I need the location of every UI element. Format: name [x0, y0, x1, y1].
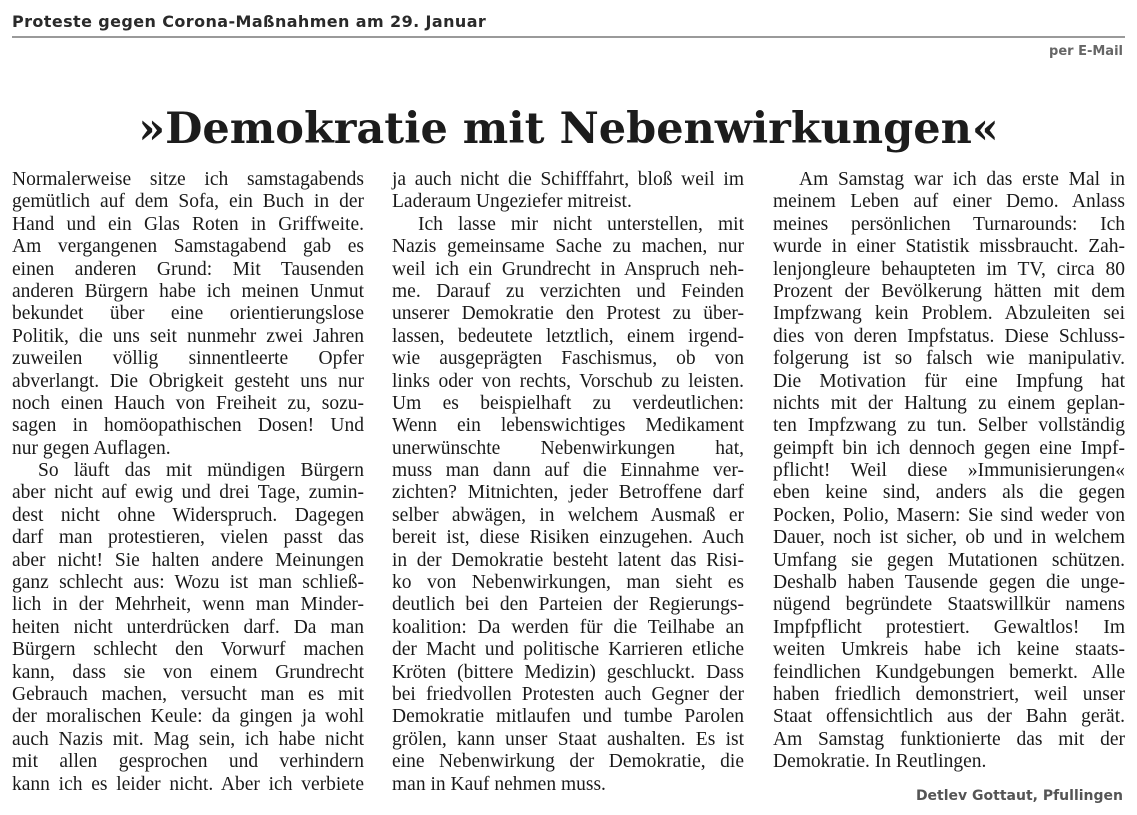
text-line: weiten Umkreis habe ich keine staats- — [773, 639, 1125, 661]
text-line: abverlangt. Die Obrigkeit gesteht uns nur — [12, 370, 364, 392]
text-line: Kröten (bittere Medizin) geschluckt. Dass — [392, 661, 744, 683]
text-line: Hand und ein Glas Roten in Griffweite. — [12, 213, 364, 235]
text-line: muss man dann auf die Einnahme ver- — [392, 460, 744, 482]
text-line: kann, dass sie von einem Grundrecht — [12, 661, 364, 683]
text-line: gemütlich auf dem Sofa, ein Buch in der — [12, 191, 364, 213]
text-line: Impfzwang kein Problem. Abzuleiten sei — [773, 303, 1125, 325]
text-line: aber nicht auf ewig und drei Tage, zumin- — [12, 482, 364, 504]
text-line: der moralischen Keule: da gingen ja wohl — [12, 706, 364, 728]
text-line: selber abwägen, in welchem Ausmaß er — [392, 504, 744, 526]
text-line: So läuft das mit mündigen Bürgern — [38, 460, 364, 482]
text-line: Am Samstag war ich das erste Mal in — [799, 169, 1125, 190]
text-line: sagen in homöopathischen Dosen! Und — [12, 415, 364, 437]
text-line: wie ausgeprägten Faschismus, ob von — [392, 348, 744, 370]
text-line: dest nicht ohne Widerspruch. Dagegen — [12, 504, 364, 526]
text-line: Die Motivation für eine Impfung hat — [773, 370, 1125, 392]
rubric-title: Proteste gegen Corona-Maßnahmen am 29. Januar — [12, 12, 487, 31]
text-line: lich in der Mehrheit, wenn man Minder- — [12, 594, 364, 616]
text-line: Laderaum Ungeziefer mitreist. — [392, 191, 632, 213]
text-line: kann ich es leider nicht. Aber ich verbiete — [12, 773, 364, 795]
text-line: eine Nebenwirkung der Demokratie, die — [392, 751, 744, 773]
source-label: per E-Mail — [1049, 44, 1123, 59]
text-line: nügend begründete Staatswillkür namens — [773, 594, 1125, 616]
text-line: ten Impfzwang zu tun. Selber vollständig — [773, 415, 1125, 437]
text-line: bereit ist, diese Risiken einzugehen. Auch — [392, 527, 744, 549]
text-line: grölen, kann unser Staat aushalten. Es ist — [392, 728, 744, 750]
text-line: der Macht und politische Karrieren etliche — [392, 639, 744, 661]
text-line: zichten? Mitnichten, jeder Betroffene darf — [392, 482, 744, 504]
text-line: Demokratie mitlaufen und tumbe Parolen — [392, 706, 744, 728]
author-signature: Detlev Gottaut, Pfullingen — [915, 788, 1123, 804]
text-line: Demokratie. In Reutlingen. — [773, 751, 987, 773]
text-line: Gebrauch machen, versucht man es mit — [12, 683, 364, 705]
text-line: unserer Demokratie den Protest zu über- — [392, 303, 744, 325]
text-line: nur gegen Auflagen. — [12, 437, 171, 459]
text-line: lenjongleure behaupteten im TV, circa 80 — [773, 258, 1125, 280]
text-line: weil ich ein Grundrecht in Anspruch neh- — [392, 258, 744, 280]
text-line: heiten nicht unterdrücken darf. Da man — [12, 616, 364, 638]
text-line: ko von Nebenwirkungen, man sieht es — [392, 572, 744, 594]
text-line: dies von deren Impfstatus. Diese Schluss- — [773, 325, 1125, 347]
headline: »Demokratie mit Nebenwirkungen« — [138, 103, 999, 154]
text-line: Impfpflicht protestiert. Gewaltlos! Im — [773, 616, 1125, 638]
text-line: Umfang sie gegen Mutationen schützen. — [773, 549, 1125, 571]
text-line: nichts mit der Haltung zu einem geplan- — [773, 392, 1125, 414]
text-line: feindlichen Kundgebungen bemerkt. Alle — [773, 661, 1125, 683]
article-column-2 — [392, 169, 744, 796]
text-line: bekundet über eine orientierungslose — [12, 303, 364, 325]
text-line: links oder von rechts, Vorschub zu leisten. — [392, 370, 744, 392]
text-line: mit allen gesprochen und verhindern — [12, 751, 364, 773]
text-line: pflicht! Weil diese »Immunisierungen« — [773, 460, 1125, 482]
text-line: Politik, die uns seit nunmehr zwei Jahren — [12, 325, 364, 347]
text-line: bei friedvollen Protesten auch Gegner der — [392, 683, 744, 705]
text-line: Staat offensichtlich aus der Bahn gerät. — [773, 706, 1125, 728]
article-column-1 — [12, 169, 364, 796]
text-line: noch einen Hauch von Freiheit zu, sozu- — [12, 392, 364, 414]
text-line: Pocken, Polio, Masern: Sie sind weder von — [773, 504, 1125, 526]
text-line: Deshalb haben Tausende gegen die unge- — [773, 572, 1125, 594]
text-line: meines persönlichen Turnarounds: Ich — [773, 213, 1125, 235]
text-line: Ich lasse mir nicht unterstellen, mit — [418, 213, 744, 235]
text-line: in der Demokratie besteht latent das Risi- — [392, 549, 744, 571]
text-line: einen anderen Grund: Mit Tausenden — [12, 258, 364, 280]
text-line: haben friedlich demonstriert, weil unser — [773, 683, 1125, 705]
rubric-rule — [12, 36, 1125, 38]
text-line: deutlich bei den Parteien der Regierungs- — [392, 594, 744, 616]
text-line: zuweilen völlig sinnentleerte Opfer — [12, 348, 364, 370]
text-line: Um es beispielhaft zu verdeutlichen: — [392, 392, 744, 414]
text-line: Am Samstag funktionierte das mit der — [773, 728, 1125, 750]
text-line: Nazis gemeinsame Sache zu machen, nur — [392, 236, 744, 258]
text-line: meinem Leben auf einer Demo. Anlass — [773, 191, 1125, 213]
text-line: lassen, bedeutete letztlich, einem irgend- — [392, 325, 744, 347]
text-line: eben keine sind, anders als die gegen — [773, 482, 1125, 504]
text-line: Bürgern schlecht den Vorwurf machen — [12, 639, 364, 661]
text-line: koalition: Da werden für die Teilhabe an — [392, 616, 744, 638]
text-line: unerwünschte Nebenwirkungen hat, — [392, 437, 744, 459]
text-line: aber nicht! Sie halten andere Meinungen — [12, 549, 364, 571]
text-line: ja auch nicht die Schifffahrt, bloß weil im — [392, 169, 744, 190]
text-line: man in Kauf nehmen muss. — [392, 773, 606, 795]
text-line: ganz schlecht aus: Wozu ist man schließ- — [12, 572, 364, 594]
text-line: anderen Bürgern habe ich meinen Unmut — [12, 280, 364, 302]
text-line: auch Nazis mit. Mag sein, ich habe nicht — [12, 728, 364, 750]
text-line: Normalerweise sitze ich samstagabends — [12, 169, 364, 190]
text-line: Am vergangenen Samstagabend gab es — [12, 236, 364, 258]
text-line: Wenn ein lebenswichtiges Medikament — [392, 415, 744, 437]
text-line: me. Darauf zu verzichten und Feinden — [392, 280, 744, 302]
text-line: wurde in einer Statistik missbraucht. Zah- — [773, 236, 1125, 258]
text-line: darf man protestieren, vielen passt das — [12, 527, 364, 549]
text-line: folgerung ist so falsch wie manipulativ. — [773, 348, 1125, 370]
text-line: Prozent der Bevölkerung hätten mit dem — [773, 280, 1125, 302]
text-line: Dauer, noch ist sicher, ob und in welchem — [773, 527, 1125, 549]
text-line: geimpft bin ich dennoch gegen eine Impf- — [773, 437, 1125, 459]
article-column-3 — [773, 169, 1125, 774]
